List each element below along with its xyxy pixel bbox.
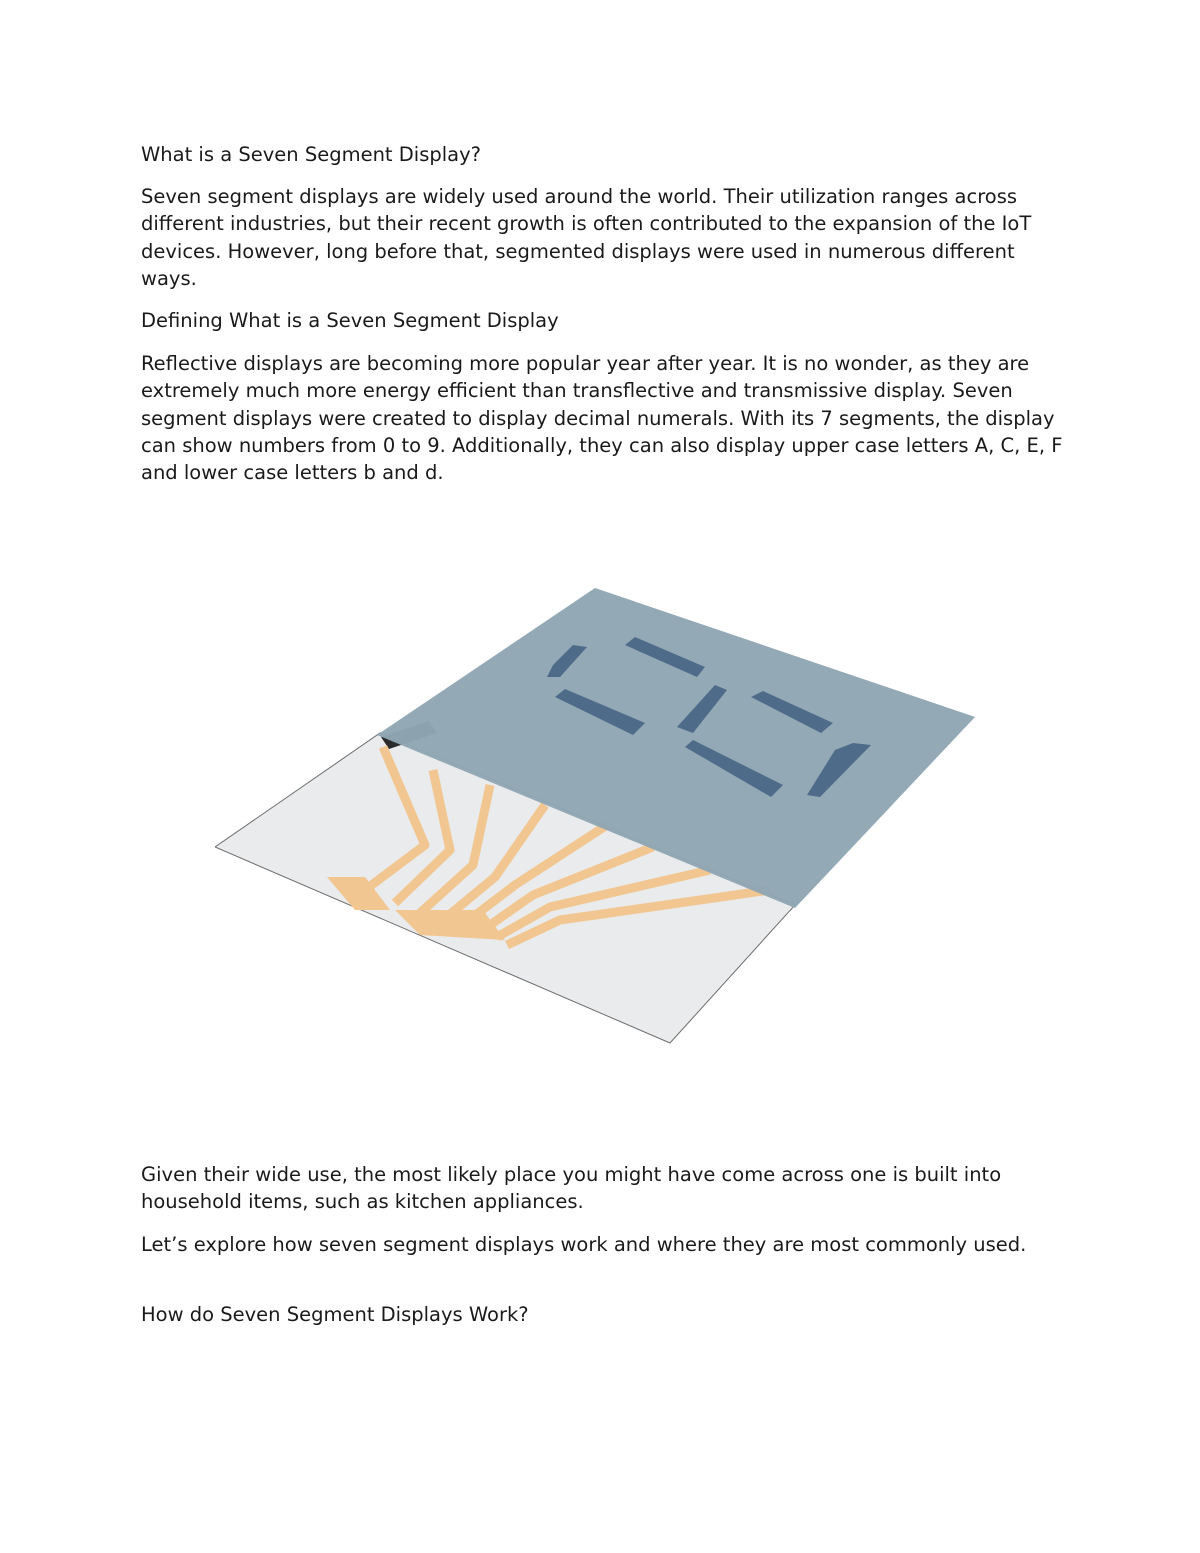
heading-how-work: How do Seven Segment Displays Work? bbox=[141, 1303, 529, 1326]
paragraph-explore: Let’s explore how seven segment displays work and where they are most commonly used. bbox=[141, 1233, 1027, 1256]
heading-what-is: What is a Seven Segment Display? bbox=[141, 143, 482, 166]
heading-defining: Defining What is a Seven Segment Display bbox=[141, 309, 559, 332]
paragraph-intro: Seven segment displays are widely used around the world. Their utilization ranges across different industries, but their recent growth is often contributed to the expansion of the IoT devices. However, long before that, segmented displays were used in numerous different ways. bbox=[141, 185, 1032, 290]
seven-segment-display-illustration bbox=[215, 585, 980, 1050]
display-illustration-svg bbox=[215, 585, 980, 1050]
paragraph-defining: Reflective displays are becoming more popular year after year. It is no wonder, as they are extremely much more energy efficient than transflective and transmissive display. Seven segment displays were created to display decimal numerals. With its 7 segments, the display can show numbers from 0 to 9. Additionally, they can also display upper case letters A, C, E, F and lower case letters b and d. bbox=[141, 352, 1063, 485]
paragraph-household: Given their wide use, the most likely place you might have come across one is built into household items, such as kitchen appliances. bbox=[141, 1163, 1002, 1214]
